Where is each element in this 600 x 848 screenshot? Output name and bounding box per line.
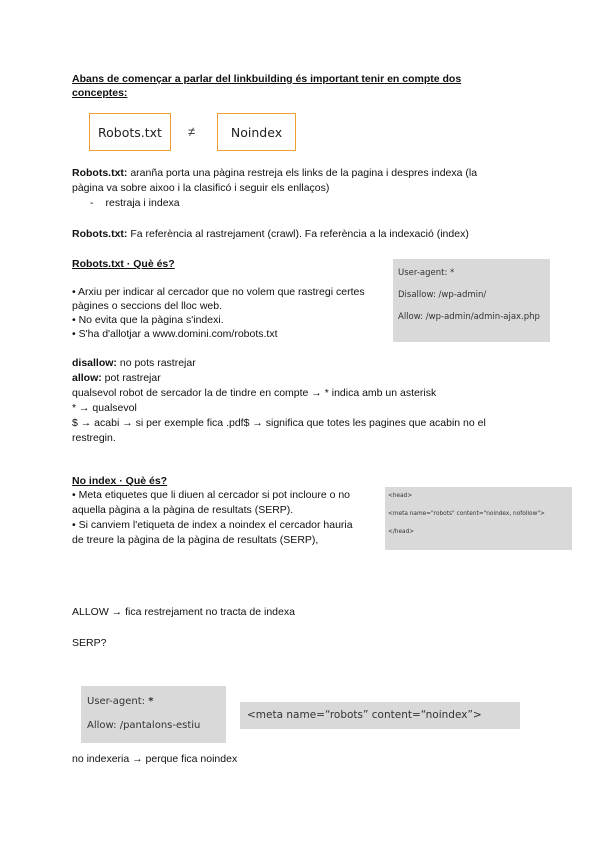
example-useragent-star: * [148,696,154,707]
noindex-bullet-2: • Si canviem l'etiqueta de index a noindex el cercador hauria [72,519,353,531]
not-equal-symbol: ≠ [188,124,196,139]
rules-line-5: $ → acabi → si per exemple fica .pdf$ → significa que totes les pagines que acabin no el [72,417,486,429]
example-meta-box [240,702,520,729]
robots-code-box [393,259,550,342]
robots-bullet-3: • S'ha d'allotjar a www.domini.com/robots.txt [72,328,278,340]
serp-note-line: SERP? [72,637,107,649]
intro-heading-line1: Abans de començar a parlar del linkbuilding és important tenir en compte dos [72,73,462,85]
noindex-bullet-1: • Meta etiquetes que li diuen al cercador si pot incloure o no [72,489,351,501]
intro-heading-line2: conceptes: [72,87,128,99]
robots-txt-box: Robots.txt [89,113,171,151]
robots-definition-line1 [72,166,477,180]
robots-reference-text: Fa referència al rastrejament (crawl). Fa referència a la indexació (index) [127,228,469,240]
robots-definition-term: Robots.txt: [72,167,128,179]
bullet-text: restraja i indexa [105,197,180,209]
rules-line-3: qualsevol robot de sercador la de tindre en compte → * indica amb un asterisk [72,387,437,399]
robots-code-line-2: Disallow: /wp-admin/ [398,290,487,300]
example-useragent-prefix: User-agent: [87,696,149,707]
robots-reference-line [72,227,469,241]
disallow-line [72,356,196,370]
allow-term: allow: [72,372,102,384]
robots-code-line-3: Allow: /wp-admin/admin-ajax.php [398,312,540,322]
noindex-code-box [385,487,572,550]
bullet-dash: - [90,197,94,209]
robots-bullet-2: • No evita que la pàgina s'indexi. [72,314,224,326]
noindex-code-line-2: <meta name="robots" content="noindex, nofollow"> [388,511,545,517]
allow-text: pot rastrejar [101,372,161,384]
example-useragent-box [81,686,226,743]
robots-reference-term: Robots.txt: [72,228,128,240]
noindex-code-line-3: </head> [388,529,415,535]
robots-bullet-1: • Arxiu per indicar al cercador que no volem que rastregi certes [72,286,365,298]
noindex-bullet-2-cont: de treure la pàgina de la pàgina de resultats (SERP), [72,534,319,546]
robots-definition-line2: pàgina va sobre aixoo i la clasificó i seguir els enllaços) [72,182,330,194]
robots-bullet-1-cont: pàgines o seccions del lloc web. [72,300,223,312]
final-note-line: no indexeria → perque fica noindex [72,753,238,765]
disallow-text: no pots rastrejar [116,357,196,369]
robots-definition-bullet [90,196,180,210]
noindex-code-line-1: <head> [388,493,413,499]
robots-code-line-1: User-agent: * [398,268,455,278]
example-meta-line: <meta name=“robots” content=“noindex”> [247,709,482,721]
robots-definition-text: aranña porta una pàgina restreja els links de la pagina i despres indexa (la [127,167,478,179]
rules-line-4: * → qualsevol [72,402,137,414]
rules-line-6: restregin. [72,432,116,444]
noindex-section-heading: No index · Què és? [72,475,168,487]
example-useragent-line [87,696,153,707]
allow-line [72,371,161,385]
robots-section-heading: Robots.txt · Què és? [72,258,175,270]
example-allow-line: Allow: /pantalons-estiu [87,720,201,731]
disallow-term: disallow: [72,357,117,369]
noindex-box: Noindex [217,113,296,151]
noindex-bullet-1-cont: aquella pàgina a la pàgina de resultats (SERP). [72,504,294,516]
allow-note-line: ALLOW → fica restrejament no tracta de indexa [72,606,295,618]
